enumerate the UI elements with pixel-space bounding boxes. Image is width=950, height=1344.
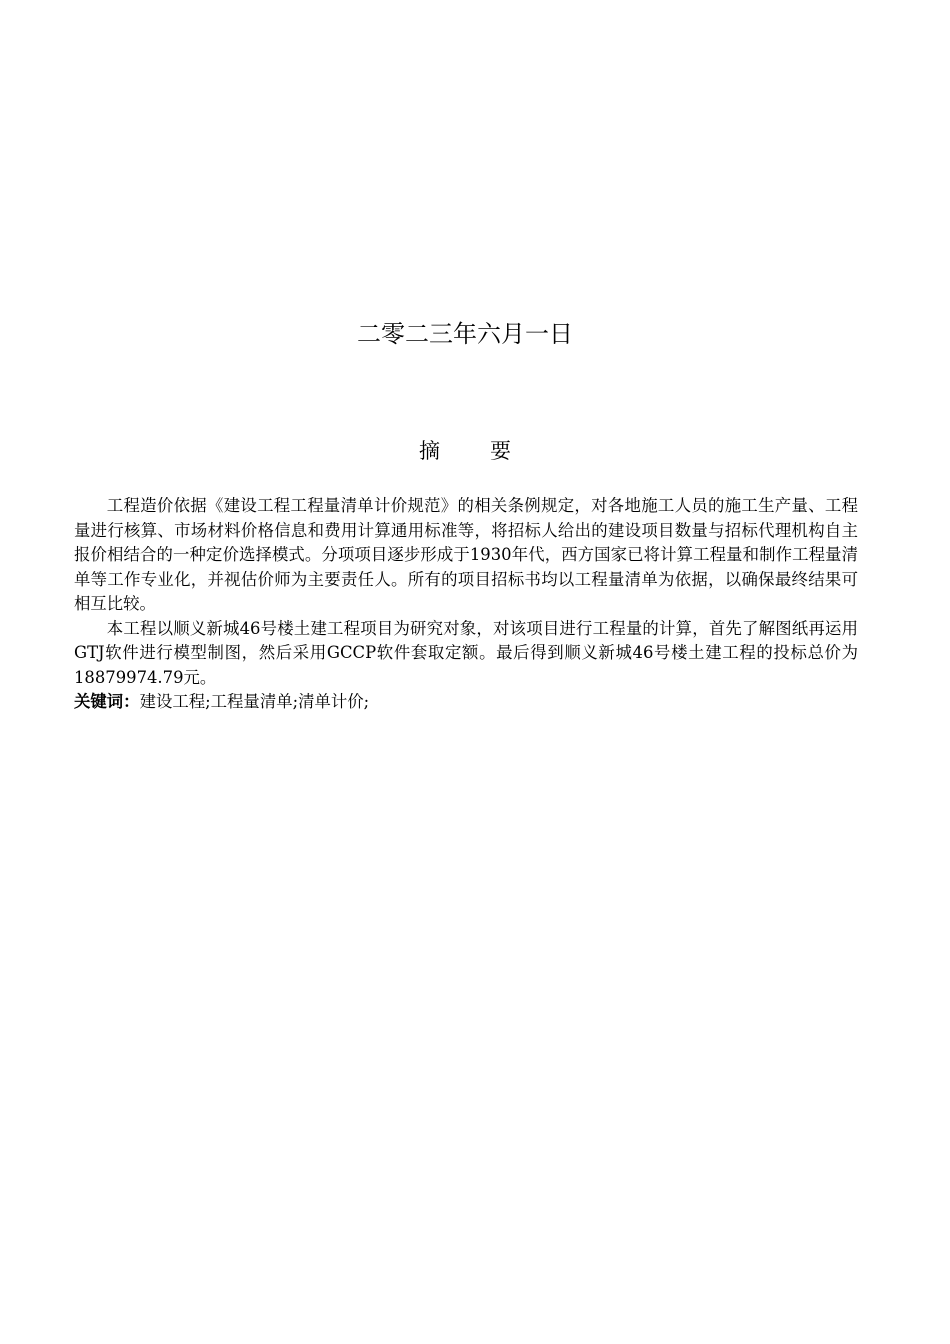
document-date: 二零二三年六月一日 — [357, 320, 573, 348]
abstract-paragraph-2: 本工程以顺义新城46号楼土建工程项目为研究对象，对该项目进行工程量的计算，首先了解图纸再运用GTJ软件进行模型制图，然后采用GCCP软件套取定额。最后得到顺义新城46号楼土建工程的投标总价为18879974.79元。 — [74, 618, 858, 687]
keywords-line — [74, 690, 858, 715]
abstract-heading: 摘要 — [419, 439, 561, 463]
keywords-text: 建设工程;工程量清单;清单计价; — [139, 692, 370, 711]
keywords-label: 关键词： — [74, 692, 140, 711]
abstract-paragraph-1: 工程造价依据《建设工程工程量清单计价规范》的相关条例规定，对各地施工人员的施工生产量、工程量进行核算、市场材料价格信息和费用计算通用标准等，将招标人给出的建设项目数量与招标代理机构自主报价相结合的一种定价选择模式。分项项目逐步形成于1930年代，西方国家已将计算工程量和制作工程量清单等工作专业化，并视估价师为主要责任人。所有的项目招标书均以工程量清单为依据，以确保最终结果可相互比较。 — [74, 496, 858, 613]
abstract-body — [74, 494, 858, 715]
